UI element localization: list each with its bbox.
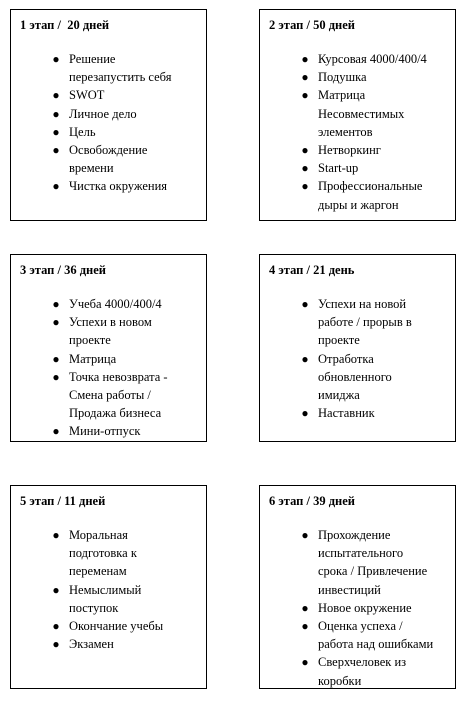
list-item-text: Отработка bbox=[318, 351, 374, 366]
stage-6-list bbox=[301, 526, 434, 690]
list-item-text: срока / Привлечение bbox=[318, 564, 428, 579]
bullet-icon: ● bbox=[301, 406, 309, 421]
list-item-text: работе / прорыв в bbox=[318, 315, 412, 330]
bullet-icon: ● bbox=[301, 600, 309, 615]
list-item bbox=[52, 422, 168, 440]
list-item bbox=[52, 313, 168, 349]
list-item-text: Прохождение bbox=[318, 528, 391, 542]
bullet-icon: ● bbox=[301, 297, 309, 311]
list-item-text: Нетворкинг bbox=[318, 143, 381, 158]
list-item-text: Моральная bbox=[69, 528, 128, 542]
stage-1-box bbox=[10, 9, 207, 221]
list-item-text: Курсовая 4000/400/4 bbox=[318, 52, 427, 66]
list-item-text: проекте bbox=[69, 333, 111, 348]
list-item-text: Матрица bbox=[318, 88, 366, 103]
list-item-text: Окончание учебы bbox=[69, 619, 164, 634]
list-item bbox=[301, 617, 434, 653]
bullet-icon: ● bbox=[52, 424, 60, 439]
list-item bbox=[301, 50, 427, 68]
stage-5-list bbox=[52, 526, 164, 653]
bullet-icon: ● bbox=[52, 369, 60, 384]
bullet-icon: ● bbox=[301, 52, 309, 66]
stage-1-title: 1 этап / 20 дней bbox=[20, 18, 110, 32]
bullet-icon: ● bbox=[301, 351, 309, 366]
list-item-text: Смена работы / bbox=[69, 388, 151, 403]
bullet-icon: ● bbox=[52, 528, 60, 542]
list-item bbox=[52, 581, 163, 617]
list-item bbox=[52, 617, 164, 635]
list-item-text: Подушка bbox=[318, 70, 367, 85]
stage-2-title: 2 этап / 50 дней bbox=[269, 18, 355, 32]
list-item bbox=[52, 635, 163, 653]
bullet-icon: ● bbox=[301, 70, 309, 85]
stage-3-box bbox=[10, 254, 207, 442]
stage-6-title: 6 этап / 39 дней bbox=[269, 494, 355, 508]
list-item-text: Освобождение bbox=[69, 143, 148, 158]
stage-4-list bbox=[301, 295, 412, 422]
list-item bbox=[52, 141, 171, 177]
stage-5-box bbox=[10, 485, 207, 689]
list-item-text: дыры и жаргон bbox=[318, 197, 399, 212]
bullet-icon: ● bbox=[52, 52, 60, 66]
list-item-text: Матрица bbox=[69, 351, 117, 366]
list-item-text: Несовместимых bbox=[318, 106, 405, 121]
list-item-text: Экзамен bbox=[69, 637, 114, 652]
stage-5-title: 5 этап / 11 дней bbox=[20, 494, 106, 508]
list-item bbox=[301, 350, 412, 405]
bullet-icon: ● bbox=[52, 124, 60, 139]
bullet-icon: ● bbox=[52, 88, 60, 103]
list-item-text: Немыслимый bbox=[69, 582, 142, 597]
list-item-text: коробки bbox=[318, 673, 362, 688]
list-item-text: элементов bbox=[318, 124, 373, 139]
list-item bbox=[52, 86, 171, 104]
list-item-text: подготовка к bbox=[69, 546, 137, 561]
list-item bbox=[301, 526, 433, 599]
list-item bbox=[52, 350, 168, 368]
bullet-icon: ● bbox=[301, 88, 309, 103]
stage-3-title: 3 этап / 36 дней bbox=[20, 263, 106, 277]
list-item-text: испытательного bbox=[318, 546, 404, 561]
list-item bbox=[52, 123, 171, 141]
bullet-icon: ● bbox=[301, 161, 309, 176]
list-item-text: Чистка окружения bbox=[69, 179, 168, 194]
bullet-icon: ● bbox=[52, 582, 60, 597]
bullet-icon: ● bbox=[52, 637, 60, 652]
bullet-icon: ● bbox=[52, 297, 60, 311]
bullet-icon: ● bbox=[301, 655, 309, 670]
list-item-text: переменам bbox=[69, 564, 127, 579]
bullet-icon: ● bbox=[301, 143, 309, 158]
list-item bbox=[301, 177, 427, 213]
list-item-text: SWOT bbox=[69, 88, 105, 103]
stage-1-list bbox=[52, 50, 172, 196]
list-item-text: инвестиций bbox=[318, 582, 381, 597]
list-item-text: Личное дело bbox=[69, 106, 137, 121]
stage-2-box bbox=[259, 9, 456, 221]
list-item bbox=[301, 159, 427, 177]
list-item bbox=[52, 526, 163, 581]
list-item-text: Успехи в новом bbox=[69, 315, 152, 330]
list-item-text: Учеба 4000/400/4 bbox=[69, 297, 162, 311]
list-item bbox=[52, 368, 168, 423]
list-item-text: Успехи на новой bbox=[318, 297, 407, 311]
list-item-text: Продажа бизнеса bbox=[69, 406, 162, 421]
list-item-text: Сверхчеловек из bbox=[318, 655, 407, 670]
list-item-text: Профессиональные bbox=[318, 179, 423, 194]
list-item bbox=[301, 653, 433, 689]
bullet-icon: ● bbox=[301, 619, 309, 634]
bullet-icon: ● bbox=[301, 528, 309, 542]
list-item-text: имиджа bbox=[318, 388, 360, 403]
bullet-icon: ● bbox=[52, 351, 60, 366]
list-item-text: Новое окружение bbox=[318, 600, 412, 615]
list-item-text: времени bbox=[69, 161, 114, 176]
list-item-text: перезапустить себя bbox=[69, 70, 172, 85]
list-item bbox=[301, 141, 427, 159]
stage-4-box bbox=[259, 254, 456, 442]
bullet-icon: ● bbox=[52, 106, 60, 121]
list-item-text: Наставник bbox=[318, 406, 375, 421]
bullet-icon: ● bbox=[301, 179, 309, 194]
bullet-icon: ● bbox=[52, 179, 60, 194]
list-item bbox=[52, 50, 172, 86]
list-item bbox=[52, 177, 171, 195]
list-item bbox=[301, 599, 433, 617]
list-item-text: Решение bbox=[69, 52, 116, 66]
list-item-text: Цель bbox=[69, 124, 96, 139]
list-item-text: проекте bbox=[318, 333, 360, 348]
stage-3-list bbox=[52, 295, 168, 441]
bullet-icon: ● bbox=[52, 143, 60, 158]
list-item bbox=[52, 105, 171, 123]
list-item-text: работа над ошибками bbox=[318, 637, 434, 652]
bullet-icon: ● bbox=[52, 315, 60, 330]
list-item bbox=[301, 404, 412, 422]
list-item-text: Start-up bbox=[318, 161, 359, 176]
stage-2-list bbox=[301, 50, 427, 214]
list-item bbox=[52, 295, 168, 313]
list-item-text: поступок bbox=[69, 600, 119, 615]
stage-4-title: 4 этап / 21 день bbox=[269, 263, 355, 277]
list-item-text: Оценка успеха / bbox=[318, 619, 403, 634]
list-item-text: обновленного bbox=[318, 369, 392, 384]
list-item bbox=[301, 295, 412, 350]
list-item bbox=[301, 68, 427, 86]
stage-6-box bbox=[259, 485, 456, 689]
list-item bbox=[301, 86, 427, 141]
list-item-text: Мини-отпуск bbox=[69, 424, 141, 439]
list-item-text: Точка невозврата - bbox=[69, 369, 168, 384]
bullet-icon: ● bbox=[52, 619, 60, 634]
